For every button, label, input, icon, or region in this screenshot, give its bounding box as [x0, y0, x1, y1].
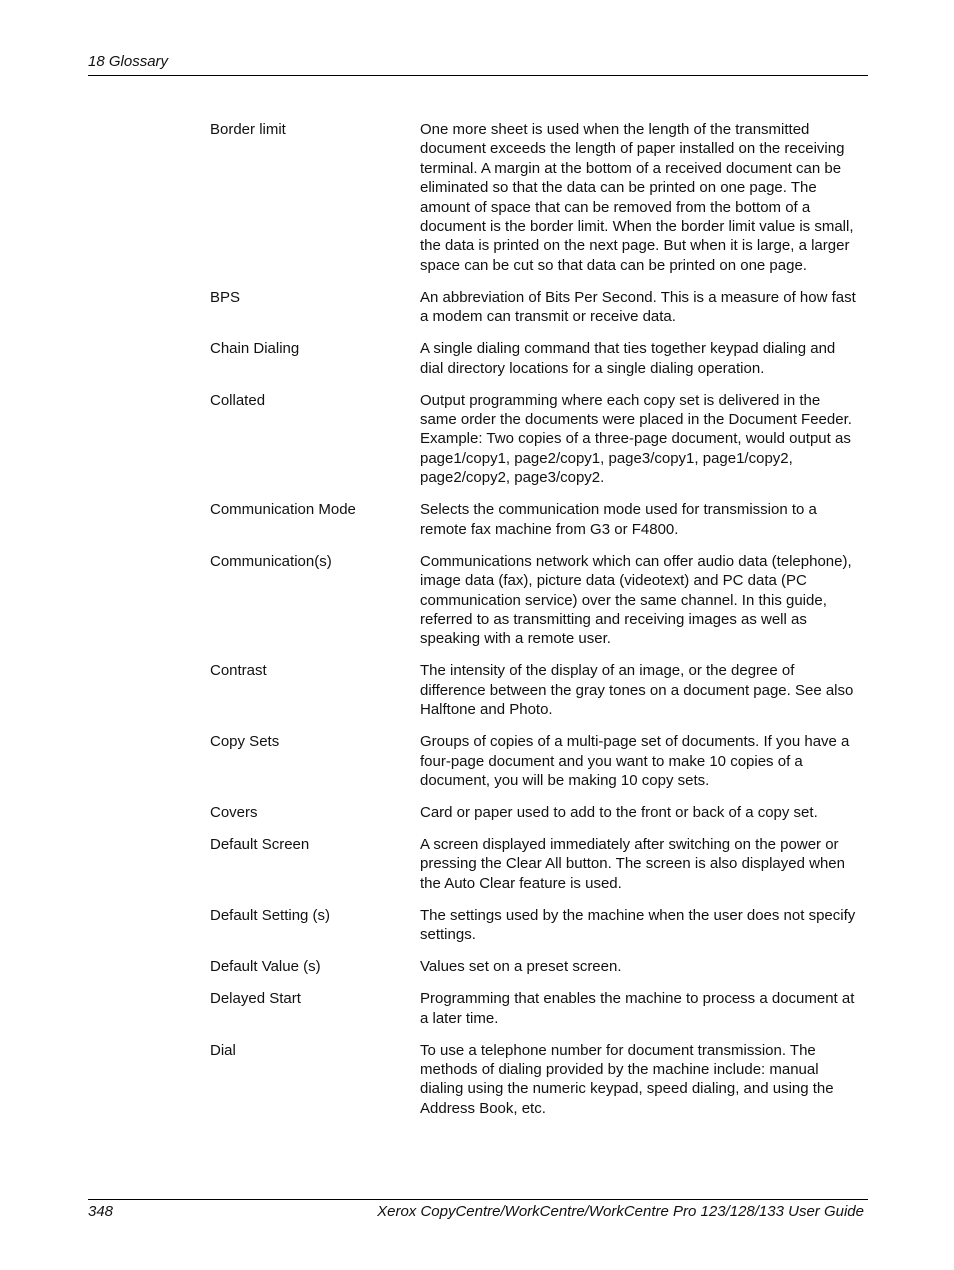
glossary-term: Default Value (s)	[210, 958, 321, 976]
page-header	[88, 53, 868, 76]
glossary-definition: A single dialing command that ties together keypad dialing and dial directory locations for a single dialing operation.	[420, 340, 836, 377]
glossary-definition: Output programming where each copy set is delivered in the same order the documents were placed in the Document Feeder. Example: Two copies of a three-page document, would output as page1/copy1, page2/copy1, page3/copy1, page1/copy2, page2/copy2, page3/copy2.	[420, 391, 852, 487]
glossary-definition: Selects the communication mode used for transmission to a remote fax machine from G3 or F4800.	[420, 501, 817, 538]
glossary-definition: One more sheet is used when the length of the transmitted document exceeds the length of paper installed on the receiving terminal. A margin at the bottom of a received document can be eliminated so that the data can be printed on one page. The amount of space that can be removed from the bottom of a document is the border limit. When the border limit value is small, the data is printed on the next page. But when it is large, a larger space can be cut so that data can be printed on one page.	[420, 121, 854, 274]
glossary-entry	[210, 1041, 860, 1119]
glossary-entry	[210, 391, 860, 488]
glossary-definition: Values set on a preset screen.	[420, 958, 622, 976]
glossary-definition: Groups of copies of a multi-page set of documents. If you have a four-page document and you want to make 10 copies of a document, you will be making 10 copy sets.	[420, 733, 850, 789]
glossary-definition: A screen displayed immediately after switching on the power or pressing the Clear All button. The screen is also displayed when the Auto Clear feature is used.	[420, 835, 845, 892]
glossary-entry	[210, 906, 860, 945]
guide-title: Xerox CopyCentre/WorkCentre/WorkCentre Pro 123/128/133 User Guide	[377, 1203, 864, 1220]
glossary-term: Default Setting (s)	[210, 906, 331, 924]
glossary-entry	[210, 835, 860, 893]
glossary-entry	[210, 288, 860, 327]
glossary-entry	[210, 803, 860, 822]
glossary-term: Border limit	[210, 121, 286, 138]
glossary-list	[210, 120, 860, 1131]
glossary-term: Dial	[210, 1041, 236, 1059]
section-title: 18 Glossary	[88, 53, 169, 70]
glossary-definition: Programming that enables the machine to process a document at a later time.	[420, 990, 855, 1027]
glossary-entry	[210, 732, 860, 790]
glossary-entry	[210, 120, 860, 275]
glossary-term: Contrast	[210, 662, 267, 680]
glossary-entry	[210, 661, 860, 719]
glossary-definition: The settings used by the machine when the user does not specify settings.	[420, 906, 856, 944]
page-number: 348	[88, 1203, 114, 1220]
glossary-term: Collated	[210, 391, 266, 409]
glossary-term: Copy Sets	[210, 733, 280, 751]
glossary-term: Default Screen	[210, 835, 310, 853]
glossary-term: Delayed Start	[210, 990, 301, 1008]
glossary-term: BPS	[210, 288, 241, 306]
glossary-definition: To use a telephone number for document transmission. The methods of dialing provided by the machine include: manual dialing using the numeric keypad, speed dialing, and using the Address Book, etc.	[420, 1041, 834, 1117]
page-footer	[88, 1199, 868, 1224]
glossary-term: Chain Dialing	[210, 340, 300, 358]
glossary-definition: Card or paper used to add to the front or back of a copy set.	[420, 803, 818, 821]
glossary-term: Covers	[210, 803, 258, 821]
glossary-term: Communication(s)	[210, 552, 332, 570]
glossary-definition: The intensity of the display of an image, or the degree of difference between the gray tones on a document page. See also Halftone and Photo.	[420, 662, 854, 719]
glossary-entry	[210, 957, 860, 976]
glossary-entry	[210, 500, 860, 539]
glossary-definition: Communications network which can offer audio data (telephone), image data (fax), picture data (videotext) and PC data (PC communication service) over the same channel. In this guide, referred to as transmitting and receiving images as well as speaking with a remote user.	[420, 552, 852, 648]
glossary-entry	[210, 552, 860, 649]
glossary-entry	[210, 339, 860, 378]
glossary-definition: An abbreviation of Bits Per Second. This is a measure of how fast a modem can transmit or receive data.	[420, 288, 856, 326]
glossary-term: Communication Mode	[210, 501, 356, 519]
glossary-entry	[210, 989, 860, 1028]
